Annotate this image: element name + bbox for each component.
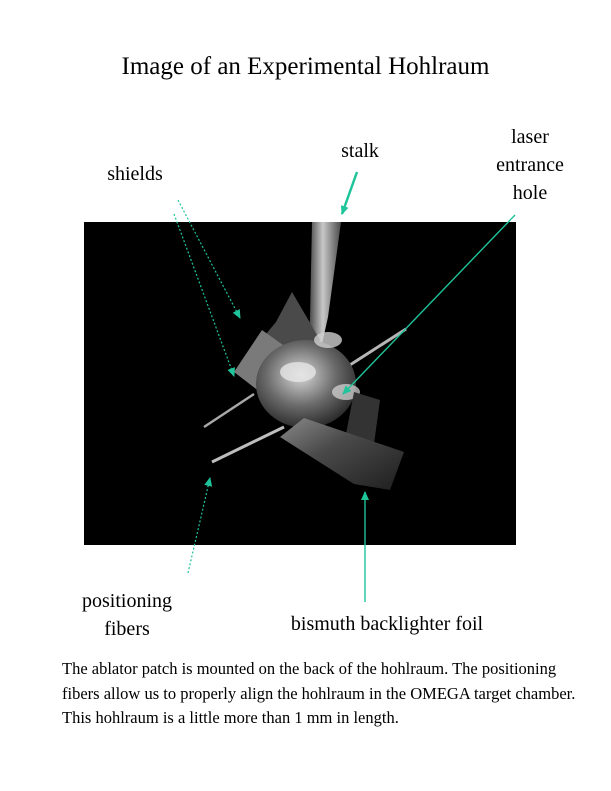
label-laser-line1: laser: [511, 126, 549, 148]
label-shields: shields: [107, 163, 163, 185]
label-positioning-line2: fibers: [104, 618, 150, 640]
caption: The ablator patch is mounted on the back of the hohlraum. The positioning fibers allow us to properly align the hohlraum in the OMEGA target chamber. This hohlraum is a little more than 1 mm in length.: [62, 659, 576, 728]
arrow-shields-b: [174, 214, 234, 376]
arrow-shields-a: [178, 200, 240, 318]
label-stalk: stalk: [341, 140, 379, 162]
page-title: Image of an Experimental Hohlraum: [121, 53, 490, 80]
label-positioning-line1: positioning: [81, 590, 172, 612]
label-backlighter-foil: bismuth backlighter foil: [290, 613, 484, 635]
label-laser-line2: entrance: [496, 154, 564, 176]
label-laser-line3: hole: [512, 182, 548, 204]
arrow-stalk: [342, 172, 357, 214]
arrow-laser-entrance-hole: [343, 215, 515, 394]
arrow-positioning-fibers: [188, 478, 210, 573]
